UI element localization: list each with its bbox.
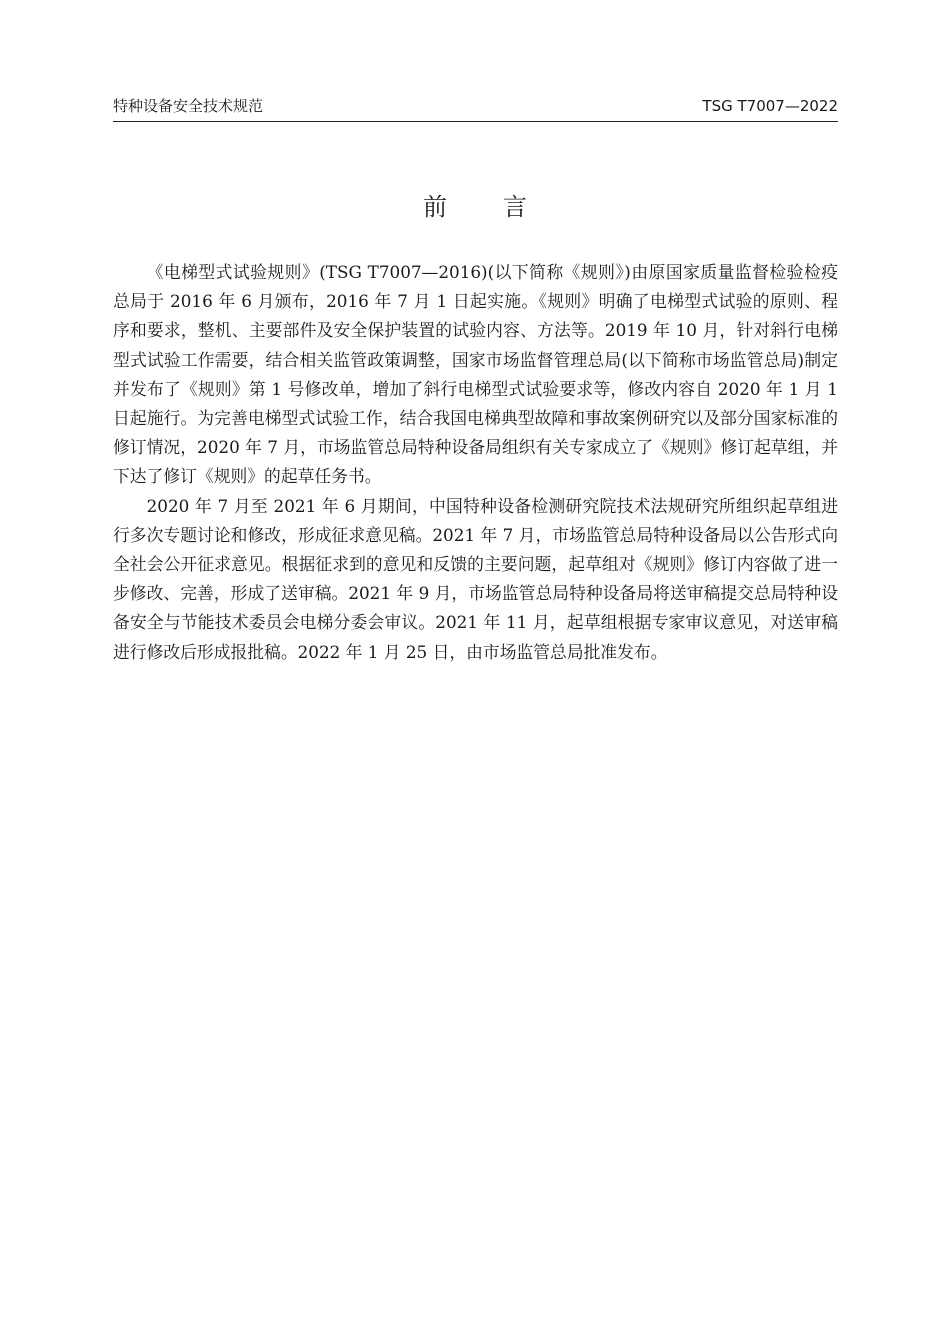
running-header xyxy=(113,95,838,122)
page-title: 前言 xyxy=(423,193,583,221)
header-series-title: 特种设备安全技术规范 xyxy=(113,97,264,115)
preface-paragraph-1: 《电梯型式试验规则》(TSG T7007—2016)(以下简称《规则》)由原国家质量监督检验检疫总局于 2016 年 6 月颁布，2016 年 7 月 1 日起实施。《规则》明确了电梯型式试验的原则、程序和要求，整机、主要部件及安全保护装置的试验内容、方法等。2019 年 10 月，针对斜行电梯型式试验工作需要，结合相关监管政策调整，国家市场监督管理总局(以下简称市场监管总局)制定并发布了《规则》第 1 号修改单，增加了斜行电梯型式试验要求等，修改内容自 2020 年 1 月 1 日起施行。为完善电梯型式试验工作，结合我国电梯典型故障和事故案例研究以及部分国家标准的修订情况，2020 年 7 月，市场监管总局特种设备局组织有关专家成立了《规则》修订起草组，并下达了修订《规则》的起草任务书。 xyxy=(113,262,838,487)
preface-paragraph-2: 2020 年 7 月至 2021 年 6 月期间，中国特种设备检测研究院技术法规研究所组织起草组进行多次专题讨论和修改，形成征求意见稿。2021 年 7 月，市场监管总局特种设备局以公告形式向全社会公开征求意见。根据征求到的意见和反馈的主要问题，起草组对《规则》修订内容做了进一步修改、完善，形成了送审稿。2021 年 9 月，市场监管总局特种设备局将送审稿提交总局特种设备安全与节能技术委员会电梯分委会审议。2021 年 11 月，起草组根据专家审议意见，对送审稿进行修改后形成报批稿。2022 年 1 月 25 日，由市场监管总局批准发布。 xyxy=(113,495,838,662)
header-standard-code: TSG T7007—2022 xyxy=(702,97,838,115)
preface-body xyxy=(113,258,838,667)
